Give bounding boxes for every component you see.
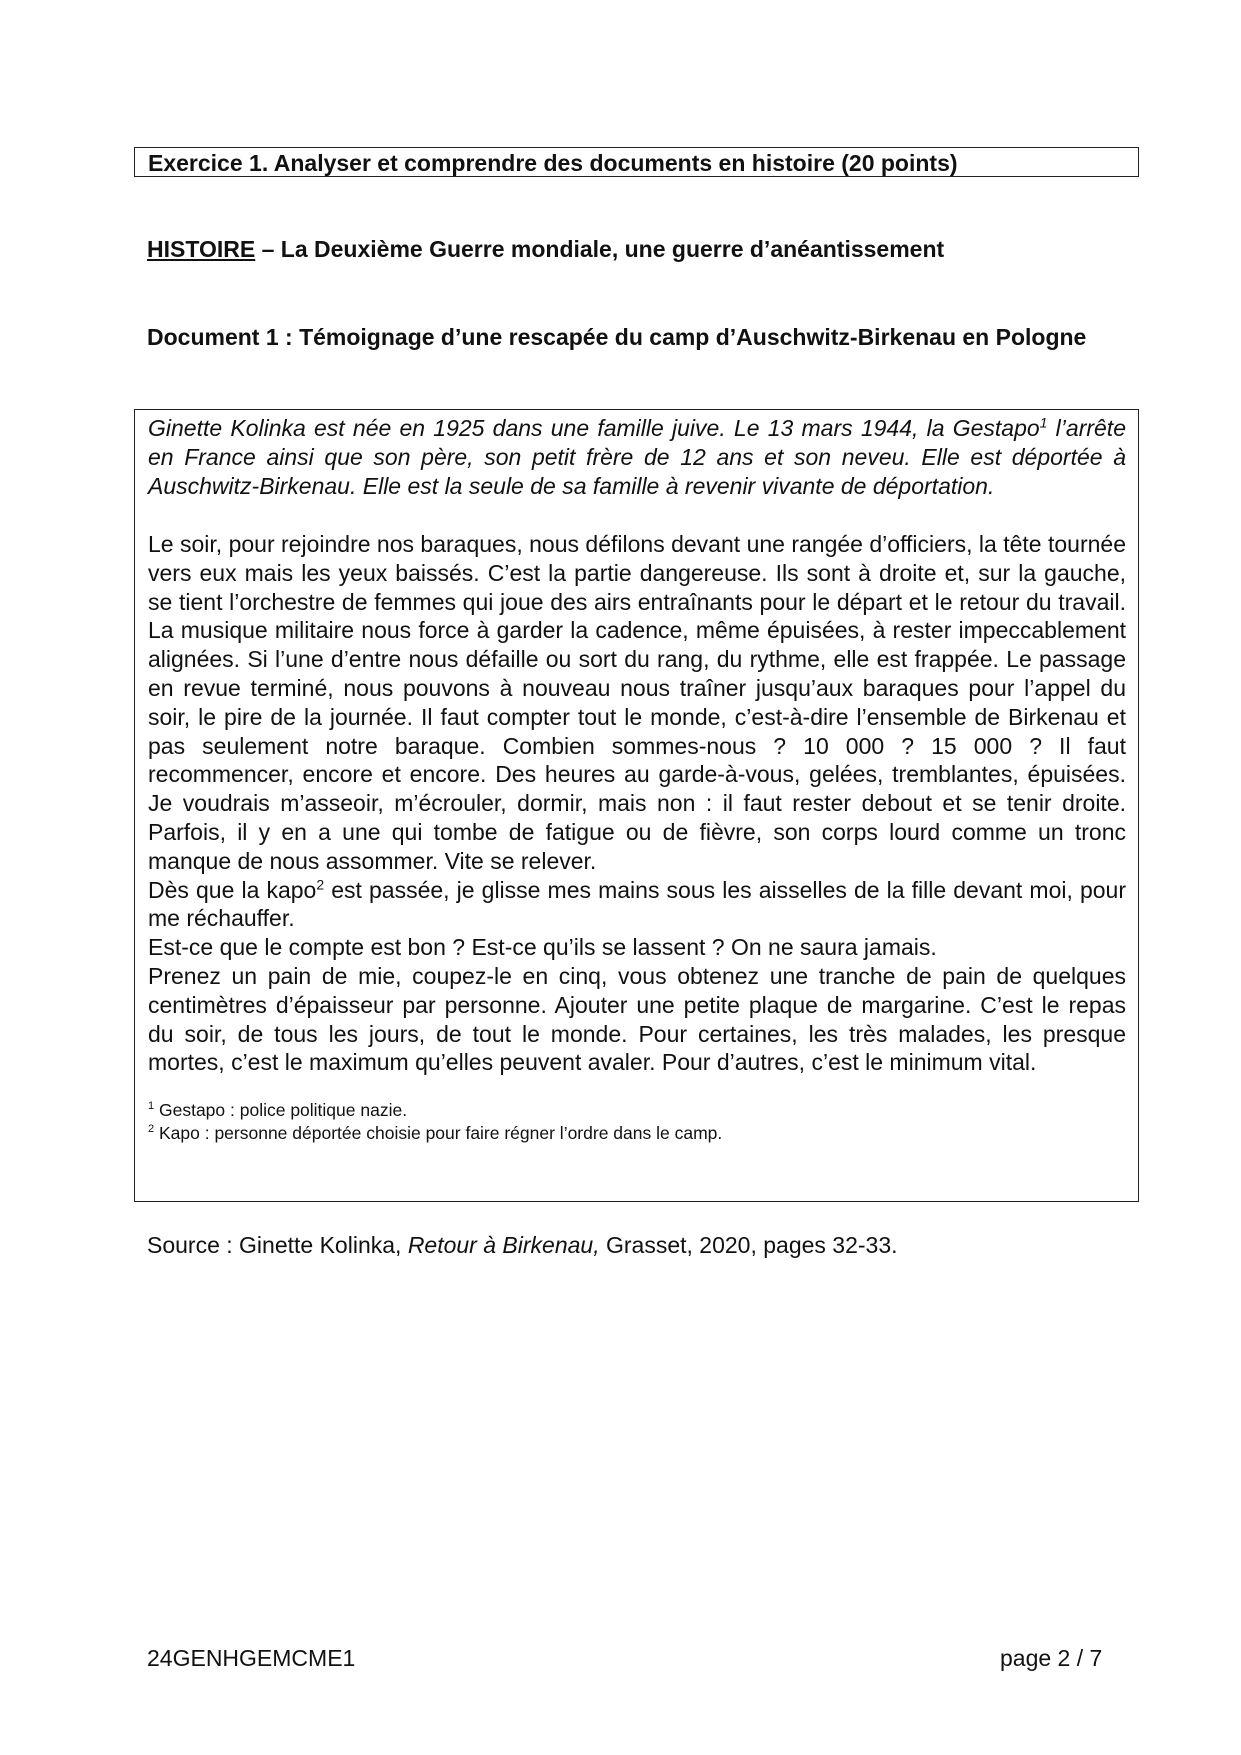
testimony-paragraph-3: Est-ce que le compte est bon ? Est-ce qu’ils se lassent ? On ne saura jamais.	[148, 934, 937, 961]
page-number: page 2 / 7	[1000, 1645, 1103, 1671]
footnote-1	[148, 1099, 1126, 1122]
intro-text-2: l’arrête en France ainsi que son père, son petit frère de 12 ans et son neveu. Elle est déportée à Auschwitz-Birkenau. Elle est la seule de sa famille à revenir vivante de déportation.	[148, 415, 1126, 499]
exam-code: 24GENHGEMCME1	[147, 1645, 356, 1671]
testimony-paragraph-4: Prenez un pain de mie, coupez-le en cinq, vous obtenez une tranche de pain de quelques centimètres d’épaisseur par personne. Ajouter une petite plaque de margarine. C’est le repas du soir, de tous les jours, de tout le monde. Pour certaines, les très malades, les presque mortes, c’est le maximum qu’elles peuvent avaler. Pour d’autres, c’est le minimum vital.	[148, 962, 1126, 1076]
footnotes	[148, 1099, 1126, 1145]
footnote-text-2: Kapo : personne déportée choisie pour faire régner l’ordre dans le camp.	[154, 1123, 723, 1144]
footnote-ref-1: 1	[1039, 414, 1048, 431]
intro-text-1: Ginette Kolinka est née en 1925 dans une famille juive. Le 13 mars 1944, la Gestapo	[148, 415, 1040, 441]
section-title: – La Deuxième Guerre mondiale, une guerre d’anéantissement	[255, 236, 945, 262]
document-title: Document 1 : Témoignage d’une rescapée du camp d’Auschwitz-Birkenau en Pologne	[147, 324, 1087, 350]
document-intro	[148, 414, 1126, 501]
footnote-ref-2: 2	[316, 875, 325, 892]
source-suffix: Grasset, 2020, pages 32-33.	[599, 1232, 898, 1258]
footnote-2	[148, 1122, 1126, 1145]
footnote-text-1: Gestapo : police politique nazie.	[154, 1100, 408, 1121]
testimony-paragraph-2	[148, 876, 1126, 934]
footnote-number-2: 2	[148, 1123, 155, 1136]
section-heading	[147, 236, 944, 263]
footnote-number-1: 1	[148, 1100, 155, 1113]
source-book-title: Retour à Birkenau,	[407, 1232, 600, 1258]
testimony-text-2b: est passée, je glisse mes mains sous les aisselles de la fille devant moi, pour me réchauffer.	[148, 876, 1126, 932]
testimony-text-2a: Dès que la kapo	[148, 876, 317, 903]
section-label: HISTOIRE	[147, 236, 256, 262]
document-box	[134, 409, 1139, 1202]
source-prefix: Source : Ginette Kolinka,	[147, 1232, 408, 1258]
testimony-paragraph-1: Le soir, pour rejoindre nos baraques, nous défilons devant une rangée d’officiers, la tête tournée vers eux mais les yeux baissés. C’est la partie dangereuse. Ils sont à droite et, sur la gauche, se tient l’orchestre de femmes qui joue des airs entraînants pour le départ et le retour du travail. La musique militaire nous force à garder la cadence, même épuisées, à rester impeccablement alignées. Si l’une d’entre nous défaille ou sort du rang, du rythme, elle est frappée. Le passage en revue terminé, nous pouvons à nouveau nous traîner jusqu’aux baraques pour l’appel du soir, le pire de la journée. Il faut compter tout le monde, c’est-à-dire l’ensemble de Birkenau et pas seulement notre baraque. Combien sommes-nous ? 10 000 ? 15 000 ? Il faut recommencer, encore et encore. Des heures au garde-à-vous, gelées, tremblantes, épuisées. Je voudrais m’asseoir, m’écrouler, dormir, mais non : il faut rester debout et se tenir droite. Parfois, il y en a une qui tombe de fatigue ou de fièvre, son corps lourd comme un tronc manque de nous assommer. Vite se relever.	[148, 531, 1126, 874]
exercise-title: Exercice 1. Analyser et comprendre des documents en histoire (20 points)	[134, 147, 1139, 177]
source-citation	[147, 1232, 898, 1259]
